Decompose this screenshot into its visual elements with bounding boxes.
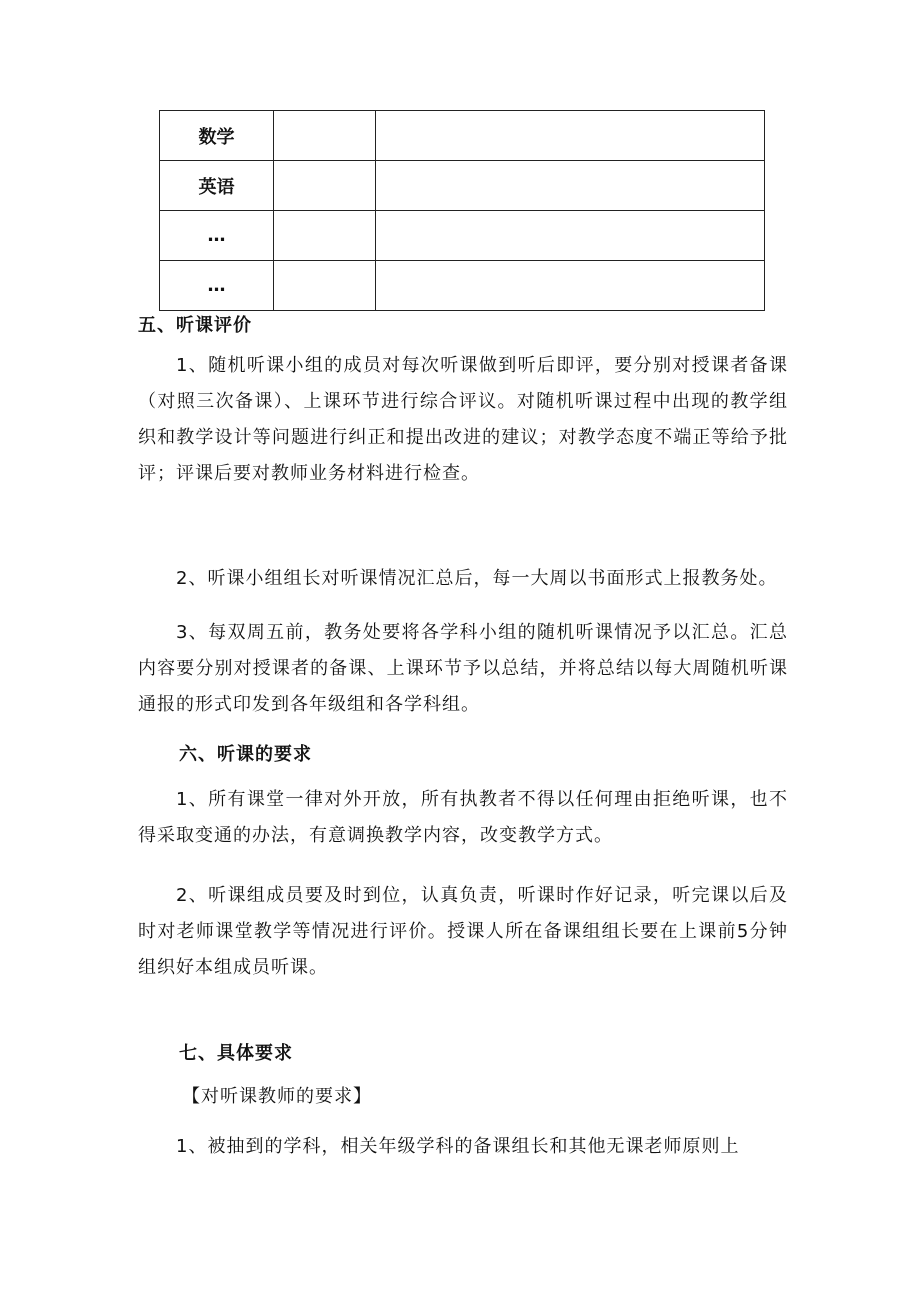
empty-cell [274,211,376,261]
subject-cell: … [160,211,274,261]
empty-cell [274,161,376,211]
table-row [160,211,765,261]
subject-cell: 数学 [160,111,274,161]
paragraph: 2、听课组成员要及时到位，认真负责，听课时作好记录，听完课以后及时对老师课堂教学等情况进行评价。授课人所在备课组组长要在上课前5分钟组织好本组成员听课。 [138,885,788,978]
empty-cell [376,211,765,261]
empty-cell [376,161,765,211]
section5-body [138,348,788,492]
section-heading: 五、听课评价 [138,315,252,336]
subsection-label: 【对听课教师的要求】 [182,1086,372,1107]
paragraph: 1、被抽到的学科，相关年级学科的备课组长和其他无课老师原则上 [176,1136,740,1157]
paragraph: 1、所有课堂一律对外开放，所有执教者不得以任何理由拒绝听课，也不得采取变通的办法，有意调换教学内容，改变教学方式。 [138,789,788,846]
section-heading: 七、具体要求 [179,1043,293,1064]
paragraph: 2、听课小组组长对听课情况汇总后，每一大周以书面形式上报教务处。 [176,568,778,589]
empty-cell [376,111,765,161]
section7-body [138,1129,788,1165]
section5-body-2 [138,561,788,597]
subject-cell: … [160,261,274,311]
table-row [160,111,765,161]
section6-body [138,782,788,854]
table-row [160,161,765,211]
section5-body-3 [138,615,788,723]
paragraph: 3、每双周五前，教务处要将各学科小组的随机听课情况予以汇总。汇总内容要分别对授课者的备课、上课环节予以总结，并将总结以每大周随机听课通报的形式印发到各年级组和各学科组。 [138,622,788,715]
empty-cell [274,111,376,161]
subject-cell: 英语 [160,161,274,211]
table-row [160,261,765,311]
subject-table [159,110,765,311]
empty-cell [376,261,765,311]
empty-cell [274,261,376,311]
paragraph: 1、随机听课小组的成员对每次听课做到听后即评，要分别对授课者备课（对照三次备课）、上课环节进行综合评议。对随机听课过程中出现的教学组织和教学设计等问题进行纠正和提出改进的建议；对教学态度不端正等给予批评；评课后要对教师业务材料进行检查。 [138,355,788,484]
section-heading: 六、听课的要求 [179,744,312,765]
section6-body-2 [138,878,788,986]
